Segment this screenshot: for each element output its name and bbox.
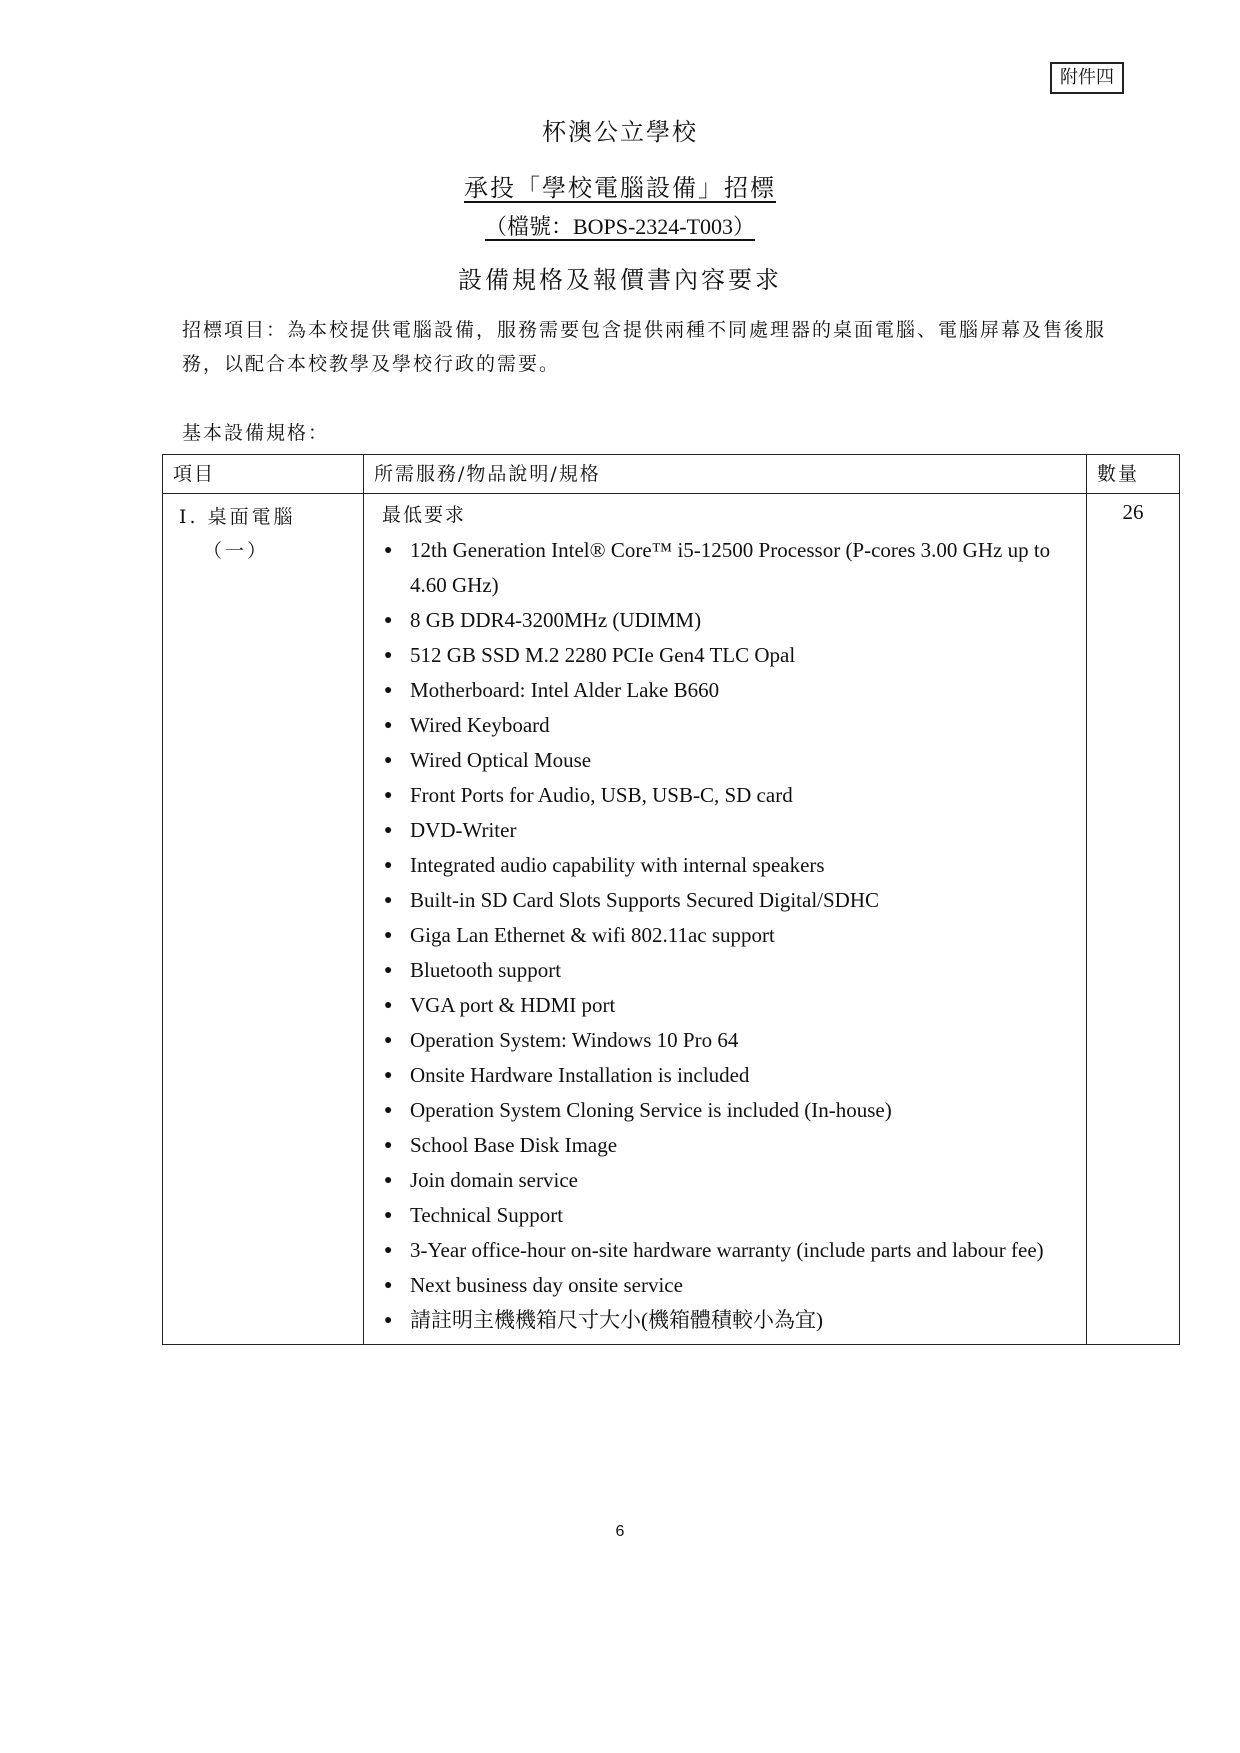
school-name: 杯澳公立學校 xyxy=(542,118,698,146)
item-cell xyxy=(163,494,364,1345)
bullet-icon: ● xyxy=(384,1278,393,1293)
spec-table xyxy=(162,454,1180,1345)
feature-text: Next business day onsite service xyxy=(410,1273,683,1297)
bullet-icon: ● xyxy=(384,823,393,838)
bullet-icon: ● xyxy=(384,1138,393,1153)
feature-text: Onsite Hardware Installation is included xyxy=(410,1063,750,1087)
bullet-icon: ● xyxy=(384,1313,393,1328)
list-item xyxy=(382,1233,1074,1268)
feature-text: DVD-Writer xyxy=(410,818,517,842)
intro-paragraph: 招標項目：為本校提供電腦設備，服務需要包含提供兩種不同處理器的桌面電腦、電腦屏幕及售後服務，以配合本校教學及學校行政的需要。 xyxy=(182,319,1107,375)
feature-text: Integrated audio capability with internal speakers xyxy=(410,853,825,877)
feature-text: Technical Support xyxy=(410,1203,564,1227)
table-row xyxy=(163,494,1180,1345)
bullet-icon: ● xyxy=(384,998,393,1013)
list-item xyxy=(382,883,1074,918)
feature-text: Bluetooth support xyxy=(410,958,562,982)
annex-label: 附件四 xyxy=(1050,62,1124,94)
table-header-row xyxy=(163,455,1180,494)
header-description: 所需服務/物品說明/規格 xyxy=(364,455,1087,494)
list-item xyxy=(382,1303,1074,1338)
list-item xyxy=(382,1058,1074,1093)
feature-text: Motherboard: Intel Alder Lake B660 xyxy=(410,678,720,702)
file-number-text: （檔號：BOPS-2324-T003） xyxy=(484,214,756,239)
list-item xyxy=(382,918,1074,953)
bullet-icon: ● xyxy=(384,613,393,628)
feature-text: School Base Disk Image xyxy=(410,1133,618,1157)
feature-text: Wired Keyboard xyxy=(410,713,550,737)
item-name: I. 桌面電腦 xyxy=(179,506,296,528)
description-cell xyxy=(364,494,1087,1345)
bullet-icon: ● xyxy=(384,1103,393,1118)
header-quantity: 數量 xyxy=(1087,455,1180,494)
bullet-icon: ● xyxy=(384,1068,393,1083)
bullet-icon: ● xyxy=(384,1243,393,1258)
feature-text: 8 GB DDR4-3200MHz (UDIMM) xyxy=(410,608,702,632)
list-item xyxy=(382,813,1074,848)
bullet-icon: ● xyxy=(384,648,393,663)
list-item xyxy=(382,778,1074,813)
bullet-icon: ● xyxy=(384,718,393,733)
bullet-icon: ● xyxy=(384,893,393,908)
feature-list xyxy=(382,533,1074,1338)
feature-text: 3-Year office-hour on-site hardware warranty (include parts and labour fee) xyxy=(410,1238,1044,1262)
list-item xyxy=(382,1268,1074,1303)
basic-spec-label: 基本設備規格： xyxy=(182,422,330,444)
list-item xyxy=(382,1128,1074,1163)
list-item xyxy=(382,1023,1074,1058)
feature-text: 請註明主機機箱尺寸大小(機箱體積較小為宜) xyxy=(410,1308,823,1332)
list-item xyxy=(382,953,1074,988)
list-item xyxy=(382,1163,1074,1198)
quantity-cell: 26 xyxy=(1087,494,1180,1345)
bullet-icon: ● xyxy=(384,788,393,803)
bullet-icon: ● xyxy=(384,1208,393,1223)
feature-text: Join domain service xyxy=(410,1168,578,1192)
feature-text: Operation System: Windows 10 Pro 64 xyxy=(410,1028,739,1052)
feature-text: 12th Generation Intel® Core™ i5-12500 Processor (P-cores 3.00 GHz up to 4.60 GHz) xyxy=(410,538,1051,597)
list-item xyxy=(382,708,1074,743)
bullet-icon: ● xyxy=(384,858,393,873)
list-item xyxy=(382,673,1074,708)
list-item xyxy=(382,1093,1074,1128)
list-item xyxy=(382,988,1074,1023)
list-item xyxy=(382,533,1074,603)
file-number xyxy=(0,210,1240,241)
list-item xyxy=(382,638,1074,673)
bullet-icon: ● xyxy=(384,963,393,978)
bullet-icon: ● xyxy=(384,928,393,943)
list-item xyxy=(382,603,1074,638)
feature-text: Front Ports for Audio, USB, USB-C, SD card xyxy=(410,783,793,807)
bullet-icon: ● xyxy=(384,1173,393,1188)
bullet-icon: ● xyxy=(384,753,393,768)
list-item xyxy=(382,848,1074,883)
bullet-icon: ● xyxy=(384,683,393,698)
feature-text: Built-in SD Card Slots Supports Secured Digital/SDHC xyxy=(410,888,880,912)
bullet-icon: ● xyxy=(384,1033,393,1048)
tender-title xyxy=(0,168,1240,203)
header-item: 項目 xyxy=(163,455,364,494)
feature-text: VGA port & HDMI port xyxy=(410,993,616,1017)
feature-text: Giga Lan Ethernet & wifi 802.11ac support xyxy=(410,923,775,947)
requirement-label: 最低要求 xyxy=(382,504,467,526)
tender-title-text: 承投「學校電腦設備」招標 xyxy=(464,174,776,202)
feature-text: 512 GB SSD M.2 2280 PCIe Gen4 TLC Opal xyxy=(410,643,796,667)
feature-text: Wired Optical Mouse xyxy=(410,748,592,772)
feature-text: Operation System Cloning Service is included (In-house) xyxy=(410,1098,892,1122)
bullet-icon: ● xyxy=(384,543,393,558)
list-item xyxy=(382,1198,1074,1233)
list-item xyxy=(382,743,1074,778)
page-number: 6 xyxy=(615,1523,625,1540)
spec-title: 設備規格及報價書內容要求 xyxy=(458,266,782,294)
item-sub: （一） xyxy=(203,540,270,562)
